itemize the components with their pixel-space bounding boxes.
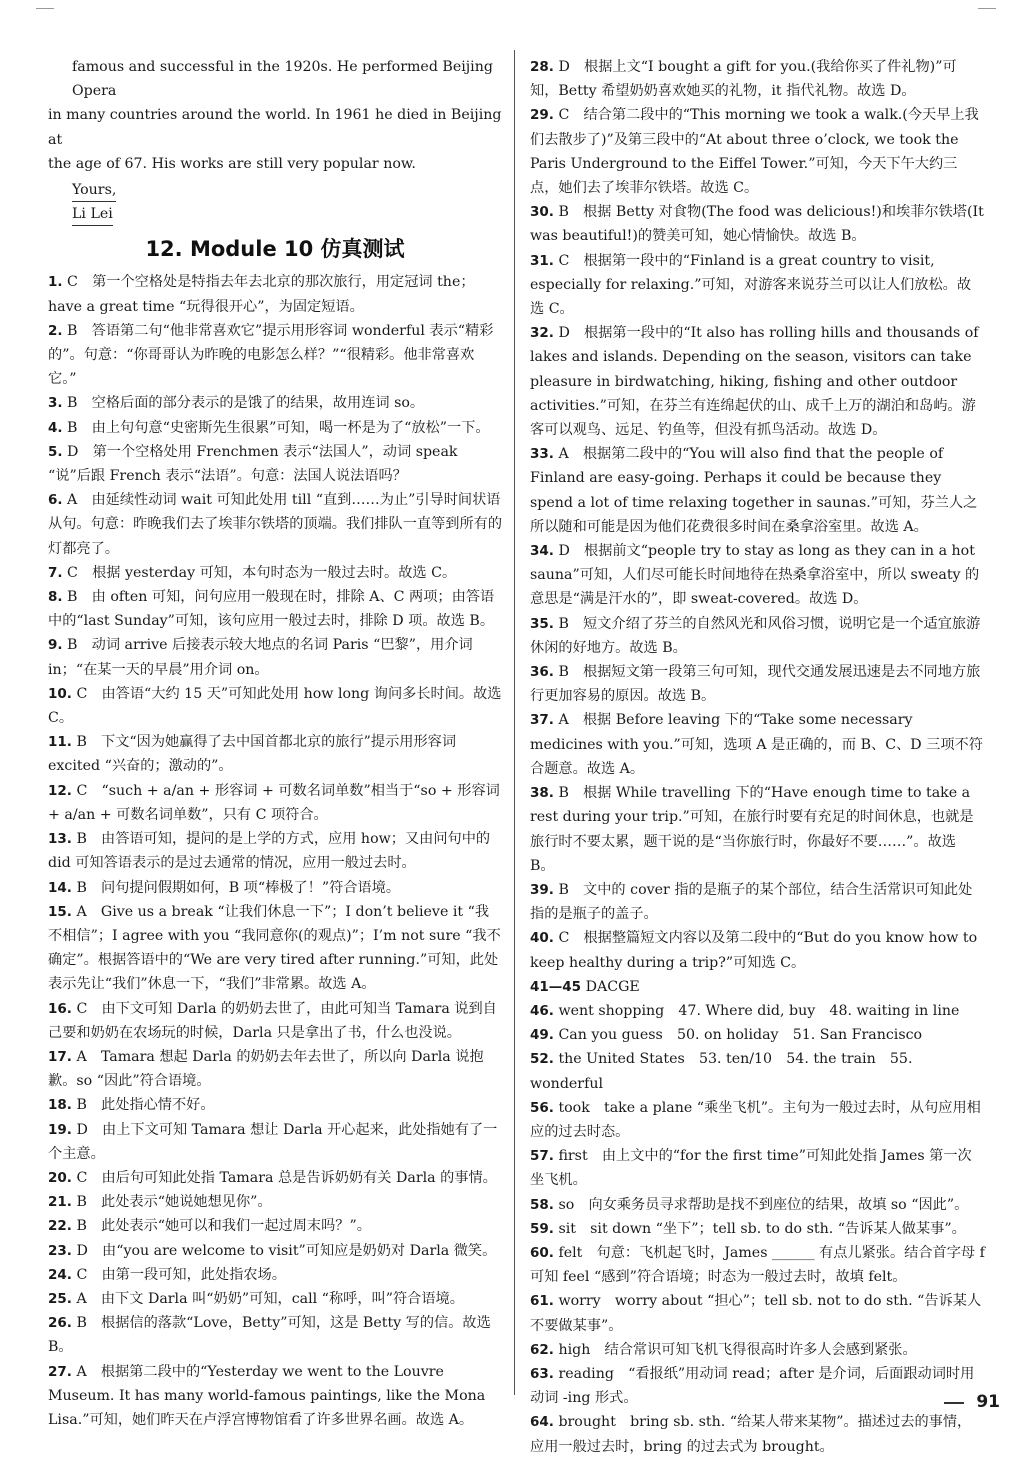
answer-text: C 由答语“大约 15 天”可知此处用 how long 询问多长时间。故选 C。 — [48, 685, 502, 727]
answer-number: 11. — [48, 734, 72, 751]
answer-item — [48, 1263, 502, 1287]
answer-text: A Tamara 想起 Darla 的奶奶去年去世了，所以向 Darla 说抱歉。so “因此”符合语境。 — [48, 1048, 484, 1090]
answer-list-right — [530, 55, 985, 1459]
answer-text: A Give us a break “让我们休息一下”；I don’t believe it “我不相信”；I agree with you “我同意你(的观点)”；I’m not sure “我不确定”。根据答语中的“We are very tired after running.”可知，此处表示先让“我们”休息一下，“我们”非常累。故选 A。 — [48, 903, 501, 993]
answer-text: C 根据整篇短文内容以及第二段中的“But do you know how to keep healthy during a trip?”可知选 C。 — [530, 930, 978, 971]
answer-item — [530, 878, 985, 926]
answer-text: B 根据 Betty 对食物(The food was delicious!)和埃菲尔铁塔(It was beautiful!)的赞美可知，她心情愉快。故选 B。 — [530, 204, 984, 245]
answer-text: sit sit down “坐下”；tell sb. to do sth. “告诉某人做某事”。 — [558, 1220, 966, 1237]
answer-item — [48, 1287, 502, 1311]
answer-text: B 短文介绍了芬兰的自然风光和风俗习惯，说明它是一个适宜旅游休闲的好地方。故选 B。 — [530, 615, 981, 656]
answer-item — [48, 585, 502, 633]
answer-text: A 根据第二段中的“You will also find that the people of Finland are easy-going. Perhaps it could be because they spend a lot of time relaxing together in saunas.”可知，芬兰人之所以随和可能是因为他们花费很多时间在桑拿浴室里。故选 A。 — [530, 446, 978, 535]
answer-number: 46. — [530, 1002, 554, 1019]
answer-text: Can you guess 50. on holiday 51. San Francisco — [558, 1027, 923, 1044]
answer-item — [530, 660, 985, 708]
answer-item — [48, 827, 502, 875]
letter-signature: Li Lei — [48, 202, 502, 226]
answer-number: 26. — [48, 1315, 72, 1332]
answer-item — [48, 391, 502, 415]
answer-text: D 根据上文“I bought a gift for you.(我给你买了件礼物)”可知，Betty 希望奶奶喜欢她买的礼物，it 指代礼物。故选 D。 — [530, 59, 957, 100]
answer-item — [530, 926, 985, 974]
answer-number: 62. — [530, 1341, 554, 1358]
answer-list-left — [48, 270, 502, 1432]
answer-item — [530, 781, 985, 878]
answer-number: 41—45 — [530, 978, 582, 995]
answer-text: D 由上下文可知 Tamara 想让 Darla 开心起来，此处指她有了一个主意。 — [48, 1121, 498, 1162]
answer-number: 36. — [530, 664, 554, 681]
answer-item — [530, 1241, 985, 1289]
answer-number: 23. — [48, 1242, 72, 1259]
answer-text: A 由延续性动词 wait 可知此处用 till “直到……为止”引导时间状语从句。句意：昨晚我们去了埃菲尔铁塔的顶端。我们排队一直等到所有的灯都亮了。 — [48, 492, 503, 557]
answer-number: 9. — [48, 637, 63, 654]
answer-number: 52. — [530, 1051, 554, 1068]
answer-number: 32. — [530, 325, 554, 342]
answer-item — [530, 249, 985, 322]
letter-line-1: famous and successful in the 1920s. He performed Beijing Opera — [72, 59, 493, 100]
answer-item — [48, 633, 502, 681]
answer-item — [48, 900, 502, 997]
answer-number: 58. — [530, 1196, 554, 1213]
answer-item — [48, 1190, 502, 1214]
answer-text: B 根据 While travelling 下的“Have enough time to take a rest during your trip.”可知，在旅行时要有充足的时间休息，也就是旅行时不要太累，题干说的是“当你旅行时，你最好不要……”。故选 B。 — [530, 785, 974, 874]
answer-number: 16. — [48, 1000, 72, 1017]
answer-number: 4. — [48, 419, 63, 436]
answer-text: C 由下文可知 Darla 的奶奶去世了，由此可知当 Tamara 说到自己要和奶奶在农场玩的时候，Darla 只是拿出了书，什么也没说。 — [48, 1000, 497, 1041]
answer-number: 29. — [530, 107, 554, 124]
answer-number: 40. — [530, 930, 554, 947]
answer-text: high 结合常识可知飞机飞得很高时许多人会感到紧张。 — [558, 1341, 917, 1358]
answer-text: C 根据第一段中的“Finland is a great country to visit, especially for relaxing.”可知，对游客来说芬兰可以让人们放松。故选 C。 — [530, 252, 972, 318]
answer-number: 31. — [530, 252, 554, 269]
answer-text: B 答语第二句“他非常喜欢它”提示用形容词 wonderful 表示“精彩的”。句意：“你哥哥认为昨晚的电影怎么样？”“很精彩。他非常喜欢它。” — [48, 322, 494, 388]
answer-item — [48, 319, 502, 392]
answer-text: C 根据 yesterday 可知，本句时态为一般过去时。故选 C。 — [67, 564, 457, 581]
answer-number: 39. — [530, 881, 554, 898]
answer-number: 17. — [48, 1048, 72, 1065]
answer-item — [530, 975, 985, 999]
letter-line-3: the age of 67. His works are still very popular now. — [48, 155, 416, 172]
answer-text: C 由后句可知此处指 Tamara 总是告诉奶奶有关 Darla 的事情。 — [76, 1169, 497, 1186]
answer-item — [48, 779, 502, 827]
answer-text: the United States 53. ten/10 54. the train 55. wonderful — [530, 1051, 913, 1092]
answer-item — [530, 1362, 985, 1410]
answer-item — [48, 1093, 502, 1117]
answer-text: C 由第一段可知，此处指农场。 — [76, 1266, 286, 1283]
answer-item — [48, 416, 502, 440]
answer-item — [530, 1338, 985, 1362]
answer-text: B 此处表示“她说她想见你”。 — [76, 1194, 272, 1211]
page-number-dash — [944, 1402, 964, 1404]
left-column — [48, 55, 502, 1432]
answer-item — [530, 708, 985, 781]
answer-number: 15. — [48, 903, 72, 920]
answer-item — [48, 1118, 502, 1166]
answer-item — [530, 1193, 985, 1217]
answer-number: 38. — [530, 785, 554, 802]
letter-closing: Yours, — [48, 178, 502, 202]
top-mark-left — [36, 8, 54, 9]
answer-number: 35. — [530, 615, 554, 632]
answer-number: 60. — [530, 1244, 554, 1261]
answer-text: D 第一个空格处用 Frenchmen 表示“法国人”，动词 speak “说”后跟 French 表示“法语”。句意：法国人说法语吗？ — [48, 443, 458, 485]
answer-number: 12. — [48, 782, 72, 799]
answer-text: took take a plane “乘坐飞机”。主句为一般过去时，从句应用相应的过去时态。 — [530, 1099, 981, 1140]
answer-item — [48, 561, 502, 585]
answer-item — [530, 103, 985, 200]
answer-number: 7. — [48, 564, 63, 581]
answer-item — [48, 488, 502, 561]
answer-item — [530, 612, 985, 660]
answer-number: 63. — [530, 1365, 554, 1382]
answer-number: 8. — [48, 589, 63, 606]
answer-text: so 向女乘务员寻求帮助是找不到座位的结果，故填 so “因此”。 — [558, 1196, 969, 1213]
answer-text: B 此处指心情不好。 — [76, 1097, 215, 1114]
answer-item — [530, 321, 985, 442]
answer-item — [48, 682, 502, 730]
top-mark-right — [978, 8, 996, 9]
answer-number: 3. — [48, 395, 63, 412]
answer-text: B 由上句句意“史密斯先生很累”可知，喝一杯是为了“放松”一下。 — [67, 419, 490, 436]
answer-text: D 根据前文“people try to stay as long as they can in a hot sauna”可知，人们尽可能长时间地待在热桑拿浴室中，所以 sweaty 的意思是“满是汗水的”，即 sweat-covered。故选 D。 — [530, 543, 980, 608]
answer-number: 21. — [48, 1194, 72, 1211]
column-divider — [514, 50, 515, 1395]
answer-item — [530, 1410, 985, 1458]
answer-number: 24. — [48, 1266, 72, 1283]
answer-item — [530, 539, 985, 612]
answer-item — [530, 1289, 985, 1337]
answer-number: 13. — [48, 831, 72, 848]
answer-number: 61. — [530, 1293, 554, 1310]
answer-number: 59. — [530, 1220, 554, 1237]
answer-item — [530, 1217, 985, 1241]
answer-item — [48, 1045, 502, 1093]
answer-text: B 根据短文第一段第三句可知，现代交通发展迅速是去不同地方旅行更加容易的原因。故选 B。 — [530, 664, 981, 705]
answer-text: B 由答语可知，提问的是上学的方式，应用 how；又由问句中的 did 可知答语表示的是过去通常的情况，应用一般过去时。 — [48, 831, 491, 872]
answer-text: C 第一个空格处是特指去年去北京的那次旅行，用定冠词 the；have a great time “玩得很开心”，为固定短语。 — [48, 274, 475, 315]
answer-item — [48, 997, 502, 1045]
answer-text: C 结合第二段中的“This morning we took a walk.(今天早上我们去散步了)”及第三段中的“At about three o’clock, we took the Paris Underground to the Eiffel Tower.”可知，今天下午大约三点，她们去了埃菲尔铁塔。故选 C。 — [530, 107, 979, 197]
answer-text: B 文中的 cover 指的是瓶子的某个部位，结合生活常识可知此处指的是瓶子的盖子。 — [530, 881, 973, 923]
page-number: 91 — [976, 1391, 1000, 1412]
answer-text: B 根据信的落款“Love，Betty”可知，这是 Betty 写的信。故选 B。 — [48, 1315, 491, 1356]
answer-number: 22. — [48, 1218, 72, 1235]
answer-item — [530, 1144, 985, 1192]
answer-number: 2. — [48, 322, 63, 339]
answer-number: 49. — [530, 1027, 554, 1044]
letter-ending — [48, 55, 502, 226]
answer-item — [530, 1047, 985, 1095]
answer-text: DACGE — [585, 978, 640, 995]
answer-text: went shopping 47. Where did, buy 48. waiting in line — [558, 1002, 960, 1019]
answer-number: 19. — [48, 1121, 72, 1138]
answer-number: 37. — [530, 712, 554, 729]
answer-number: 64. — [530, 1414, 554, 1431]
answer-number: 18. — [48, 1097, 72, 1114]
answer-text: A 根据第二段中的“Yesterday we went to the Louvre Museum. It has many world-famous paintings, like the Mona Lisa.”可知，她们昨天在卢浮宫博物馆看了许多世界名画。故选 A。 — [48, 1363, 486, 1428]
answer-text: reading “看报纸”用动词 read；after 是介词，后面跟动词时用动词 -ing 形式。 — [530, 1365, 975, 1407]
answer-number: 57. — [530, 1148, 554, 1165]
answer-item — [48, 440, 502, 488]
answer-number: 34. — [530, 543, 554, 560]
answer-number: 10. — [48, 685, 72, 702]
answer-item — [48, 730, 502, 778]
answer-text: B 动词 arrive 后接表示较大地点的名词 Paris “巴黎”，用介词 in；“在某一天的早晨”用介词 on。 — [48, 637, 473, 678]
answer-number: 20. — [48, 1169, 72, 1186]
answer-item — [48, 1166, 502, 1190]
answer-item — [48, 270, 502, 318]
answer-item — [530, 200, 985, 248]
section-title: 12. Module 10 仿真测试 — [145, 237, 405, 262]
answer-number: 14. — [48, 879, 72, 896]
answer-text: brought bring sb. sth. “给某人带来某物”。描述过去的事情，应用一般过去时，bring 的过去式为 brought。 — [530, 1414, 972, 1455]
answer-text: felt 句意：飞机起飞时，James ______ 有点儿紧张。结合首字母 f 可知 feel “感到”符合语境；时态为一般过去时，故填 felt。 — [530, 1244, 985, 1286]
answer-number: 33. — [530, 446, 554, 463]
answer-number: 1. — [48, 274, 63, 291]
answer-number: 30. — [530, 204, 554, 221]
answer-item — [530, 1096, 985, 1144]
answer-text: first 由上文中的“for the first time”可知此处指 James 第一次坐飞机。 — [530, 1148, 972, 1189]
right-column — [530, 55, 985, 1459]
answer-item — [48, 1239, 502, 1263]
letter-line-2: in many countries around the world. In 1961 he died in Beijing at — [48, 107, 502, 148]
answer-text: D 根据第一段中的“It also has rolling hills and thousands of lakes and islands. Depending on the season, visitors can take pleasure in birdwatching, hiking, fishing and other outdoor activities.”可知，在芬兰有连绵起伏的山、成千上万的湖泊和岛屿。游客可以观鸟、远足、钓鱼等，但没有抓鸟活动。故选 D。 — [530, 325, 979, 439]
answer-number: 6. — [48, 492, 63, 509]
answer-number: 27. — [48, 1363, 72, 1380]
answer-number: 56. — [530, 1099, 554, 1116]
answer-item — [530, 999, 985, 1023]
answer-item — [530, 1023, 985, 1047]
answer-number: 5. — [48, 443, 63, 460]
answer-text: B 由 often 可知，问句应用一般现在时，排除 A、C 两项；由答语中的“last Sunday”可知，该句应用一般过去时，排除 D 项。故选 B。 — [48, 589, 495, 630]
answer-text: D 由“you are welcome to visit”可知应是奶奶对 Darla 微笑。 — [76, 1242, 497, 1259]
answer-item — [48, 1214, 502, 1238]
answer-item — [530, 55, 985, 103]
answer-item — [530, 442, 985, 539]
answer-text: A 由下文 Darla 叫“奶奶”可知，call “称呼，叫”符合语境。 — [76, 1290, 464, 1307]
answer-text: C “such + a/an + 形容词 + 可数名词单数”相当于“so + 形容词 + a/an + 可数名词单数”，只有 C 项符合。 — [48, 782, 500, 823]
answer-number: 25. — [48, 1290, 72, 1307]
answer-text: B 此处表示“她可以和我们一起过周末吗？”。 — [76, 1218, 371, 1235]
answer-text: A 根据 Before leaving 下的“Take some necessary medicines with you.”可知，选项 A 是正确的，而 B、C、D 三项不符合题意。故选 A。 — [530, 712, 983, 777]
answer-text: B 下文“因为她赢得了去中国首都北京的旅行”提示用形容词 excited “兴奋的；激动的”。 — [48, 734, 457, 775]
answer-text: B 问句提问假期如何，B 项“棒极了！”符合语境。 — [76, 879, 401, 896]
answer-text: worry worry about “担心”；tell sb. not to do sth. “告诉某人不要做某事”。 — [530, 1293, 982, 1334]
answer-text: B 空格后面的部分表示的是饿了的结果，故用连词 so。 — [67, 395, 425, 412]
answer-item — [48, 1360, 502, 1433]
answer-item — [48, 876, 502, 900]
answer-item — [48, 1311, 502, 1359]
answer-number: 28. — [530, 59, 554, 75]
